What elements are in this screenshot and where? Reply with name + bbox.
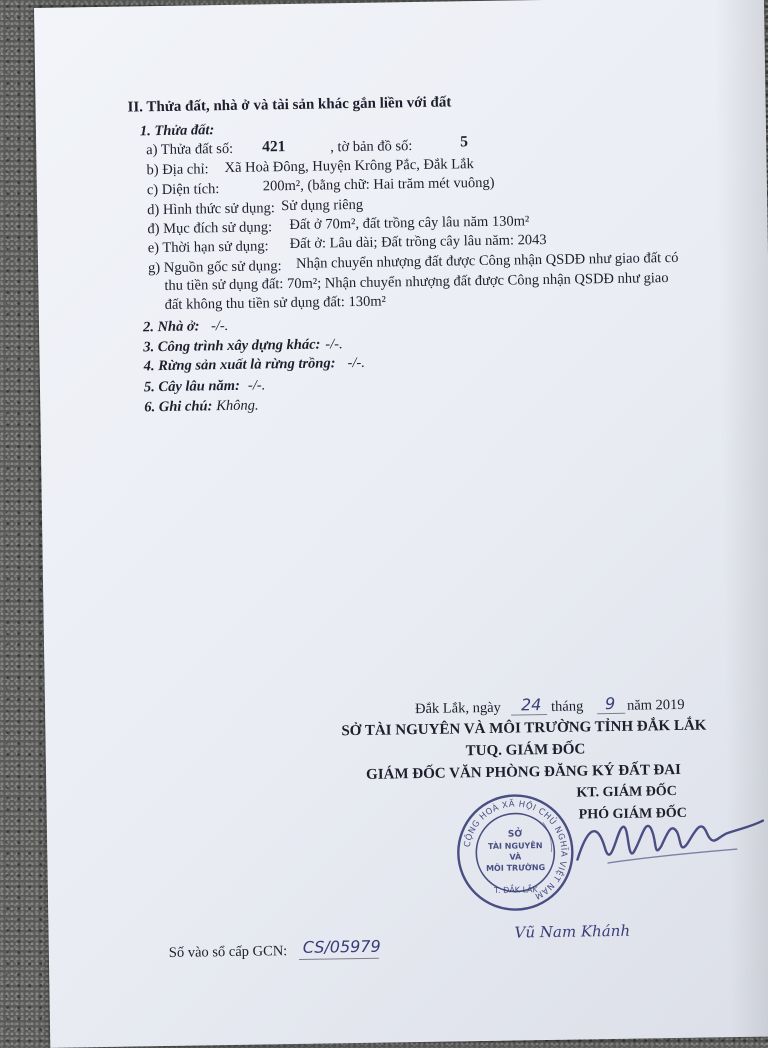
svg-text:SỞ: SỞ <box>507 829 523 840</box>
area-label: c) Diện tích: <box>146 181 220 199</box>
official-seal <box>454 792 576 914</box>
registry-value: CS/05979 <box>302 936 381 957</box>
other-construction-label: 3. Công trình xây dựng khác: <box>143 336 321 356</box>
purpose-value: Đất ở 70m², đất trồng cây lâu năm 130m² <box>289 213 530 234</box>
date-month: 9 <box>604 693 616 714</box>
notes-label: 6. Ghi chú: <box>144 398 213 416</box>
notes-value: Không. <box>216 397 259 415</box>
other-construction-value: -/-. <box>325 336 343 353</box>
forest-label: 4. Rừng sản xuất là rừng trồng: <box>143 355 336 375</box>
duration-value: Đất ở: Lâu dài; Đất trồng cây lâu năm: 2043 <box>289 231 547 253</box>
origin-line-1: Nhận chuyển nhượng đất được Công nhận QSDĐ như giao đất có <box>295 249 679 272</box>
signer-name: Vũ Nam Khánh <box>514 921 631 942</box>
parcel-heading: 1. Thửa đất: <box>139 122 215 140</box>
svg-text:VÀ: VÀ <box>509 852 522 862</box>
section-heading: II. Thửa đất, nhà ở và tài sản khác gắn liền với đất <box>127 94 452 116</box>
usage-form-label: d) Hình thức sử dụng: <box>147 200 275 219</box>
origin-line-3: đất không thu tiền sử dụng đất: 130m² <box>164 293 387 313</box>
perennial-value: -/-. <box>247 377 266 394</box>
month-dots <box>597 713 625 714</box>
tuq-line: TUQ. GIÁM ĐỐC <box>465 741 586 760</box>
usage-form-value: Sử dụng riêng <box>281 196 364 215</box>
year-label: năm 2019 <box>626 696 685 714</box>
day-dots <box>511 714 547 716</box>
handwritten-signature <box>566 784 768 895</box>
month-label: tháng <box>550 698 584 715</box>
svg-text:T. ĐẮK LẮK: T. ĐẮK LẮK <box>494 885 538 895</box>
registry-dots <box>299 958 379 960</box>
map-sheet-label: , tờ bản đồ số: <box>330 138 413 156</box>
address-label: b) Địa chỉ: <box>146 161 209 179</box>
purpose-label: đ) Mục đích sử dụng: <box>147 219 273 238</box>
date-day: 24 <box>520 695 542 715</box>
area-value: 200m², (bằng chữ: Hai trăm mét vuông) <box>262 174 495 195</box>
kt-line: KT. GIÁM ĐỐC <box>576 784 677 801</box>
duration-label: e) Thời hạn sử dụng: <box>147 238 269 257</box>
parcel-number-label: a) Thửa đất số: <box>146 140 234 159</box>
svg-text:MÔI TRƯỜNG: MÔI TRƯỜNG <box>485 863 546 874</box>
house-value: -/-. <box>210 317 229 335</box>
svg-text:CỘNG HOÀ XÃ HỘI CHỦ NGHĨA VIỆT: CỘNG HOÀ XÃ HỘI CHỦ NGHĨA VIỆT NAM <box>462 799 569 901</box>
house-label: 2. Nhà ở: <box>142 318 200 336</box>
svg-text:TÀI NGUYÊN: TÀI NGUYÊN <box>487 841 543 851</box>
deputy-line: PHÓ GIÁM ĐỐC <box>578 805 687 823</box>
origin-label: g) Nguồn gốc sử dụng: <box>147 258 282 277</box>
parcel-number-value: 421 <box>262 138 286 156</box>
address-value: Xã Hoà Đông, Huyện Krông Pắc, Đắk Lắk <box>224 156 474 177</box>
forest-value: -/-. <box>347 354 366 372</box>
office-line: GIÁM ĐỐC VĂN PHÒNG ĐĂNG KÝ ĐẤT ĐAI <box>365 761 682 783</box>
registry-label: Số vào sổ cấp GCN: <box>168 943 288 961</box>
origin-line-2: thu tiền sử dụng đất: 70m²; Nhận chuyển nhượng đất được Công nhận QSDĐ như giao <box>164 270 669 294</box>
agency-name: SỞ TÀI NGUYÊN VÀ MÔI TRƯỜNG TỈNH ĐẮK LẮK <box>341 717 707 740</box>
certificate-page <box>34 0 768 1048</box>
perennial-label: 5. Cây lâu năm: <box>143 377 240 396</box>
place-date-prefix: Đắk Lắk, ngày <box>414 699 501 718</box>
map-sheet-value: 5 <box>460 133 469 151</box>
